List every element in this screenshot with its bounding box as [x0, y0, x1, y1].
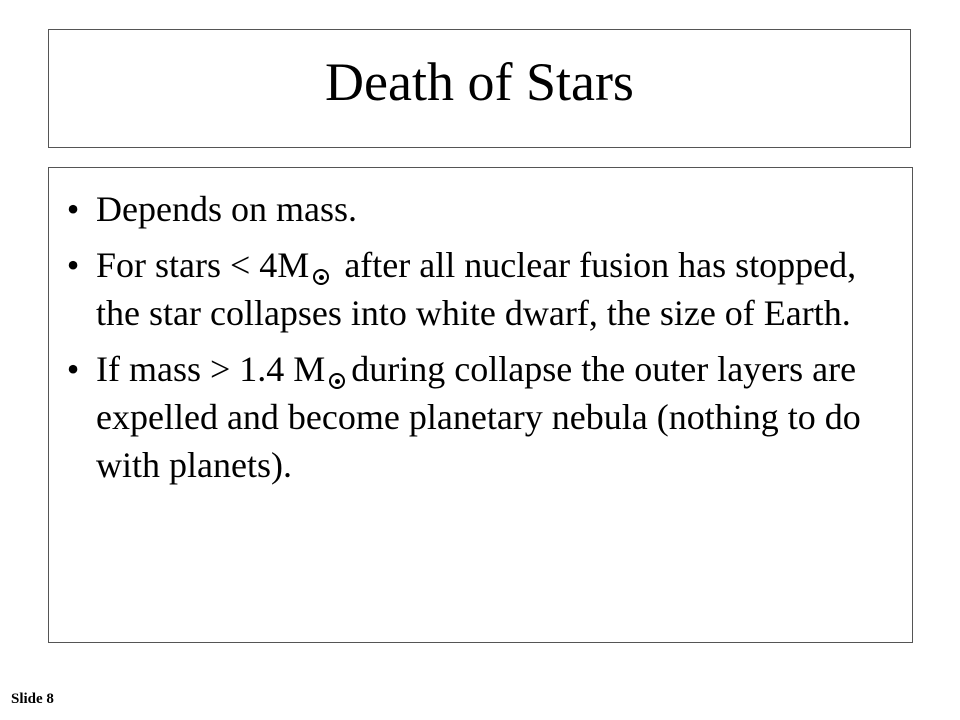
slide-title: Death of Stars — [325, 51, 634, 112]
bullet-text: Depends on mass. — [96, 189, 357, 229]
bullet-text-before-symbol: If mass > 1.4 M — [96, 349, 326, 389]
bullet-item-planetary-nebula — [49, 345, 912, 489]
bullet-dot: • — [66, 189, 80, 229]
bullet-text-before-symbol: For stars < 4M — [96, 245, 310, 285]
bullet-item-white-dwarf — [49, 241, 912, 337]
bullet-item-depends-on-mass — [49, 185, 912, 233]
bullet-text-after-symbol: after all nuclear fusion has stopped, the star collapses into white dwarf, the size of Earth. — [96, 245, 857, 333]
bullet-dot: • — [66, 245, 80, 285]
bullet-text-after-symbol: during collapse the outer layers are expelled and become planetary nebula (nothing to do with planets). — [96, 349, 861, 485]
sun-symbol-icon — [313, 269, 329, 285]
bullet-list — [49, 185, 912, 497]
bullet-dot: • — [66, 349, 80, 389]
slide-number: Slide 8 — [11, 691, 54, 707]
title-placeholder — [48, 29, 911, 148]
content-placeholder — [48, 167, 913, 643]
sun-symbol-icon — [329, 373, 345, 389]
